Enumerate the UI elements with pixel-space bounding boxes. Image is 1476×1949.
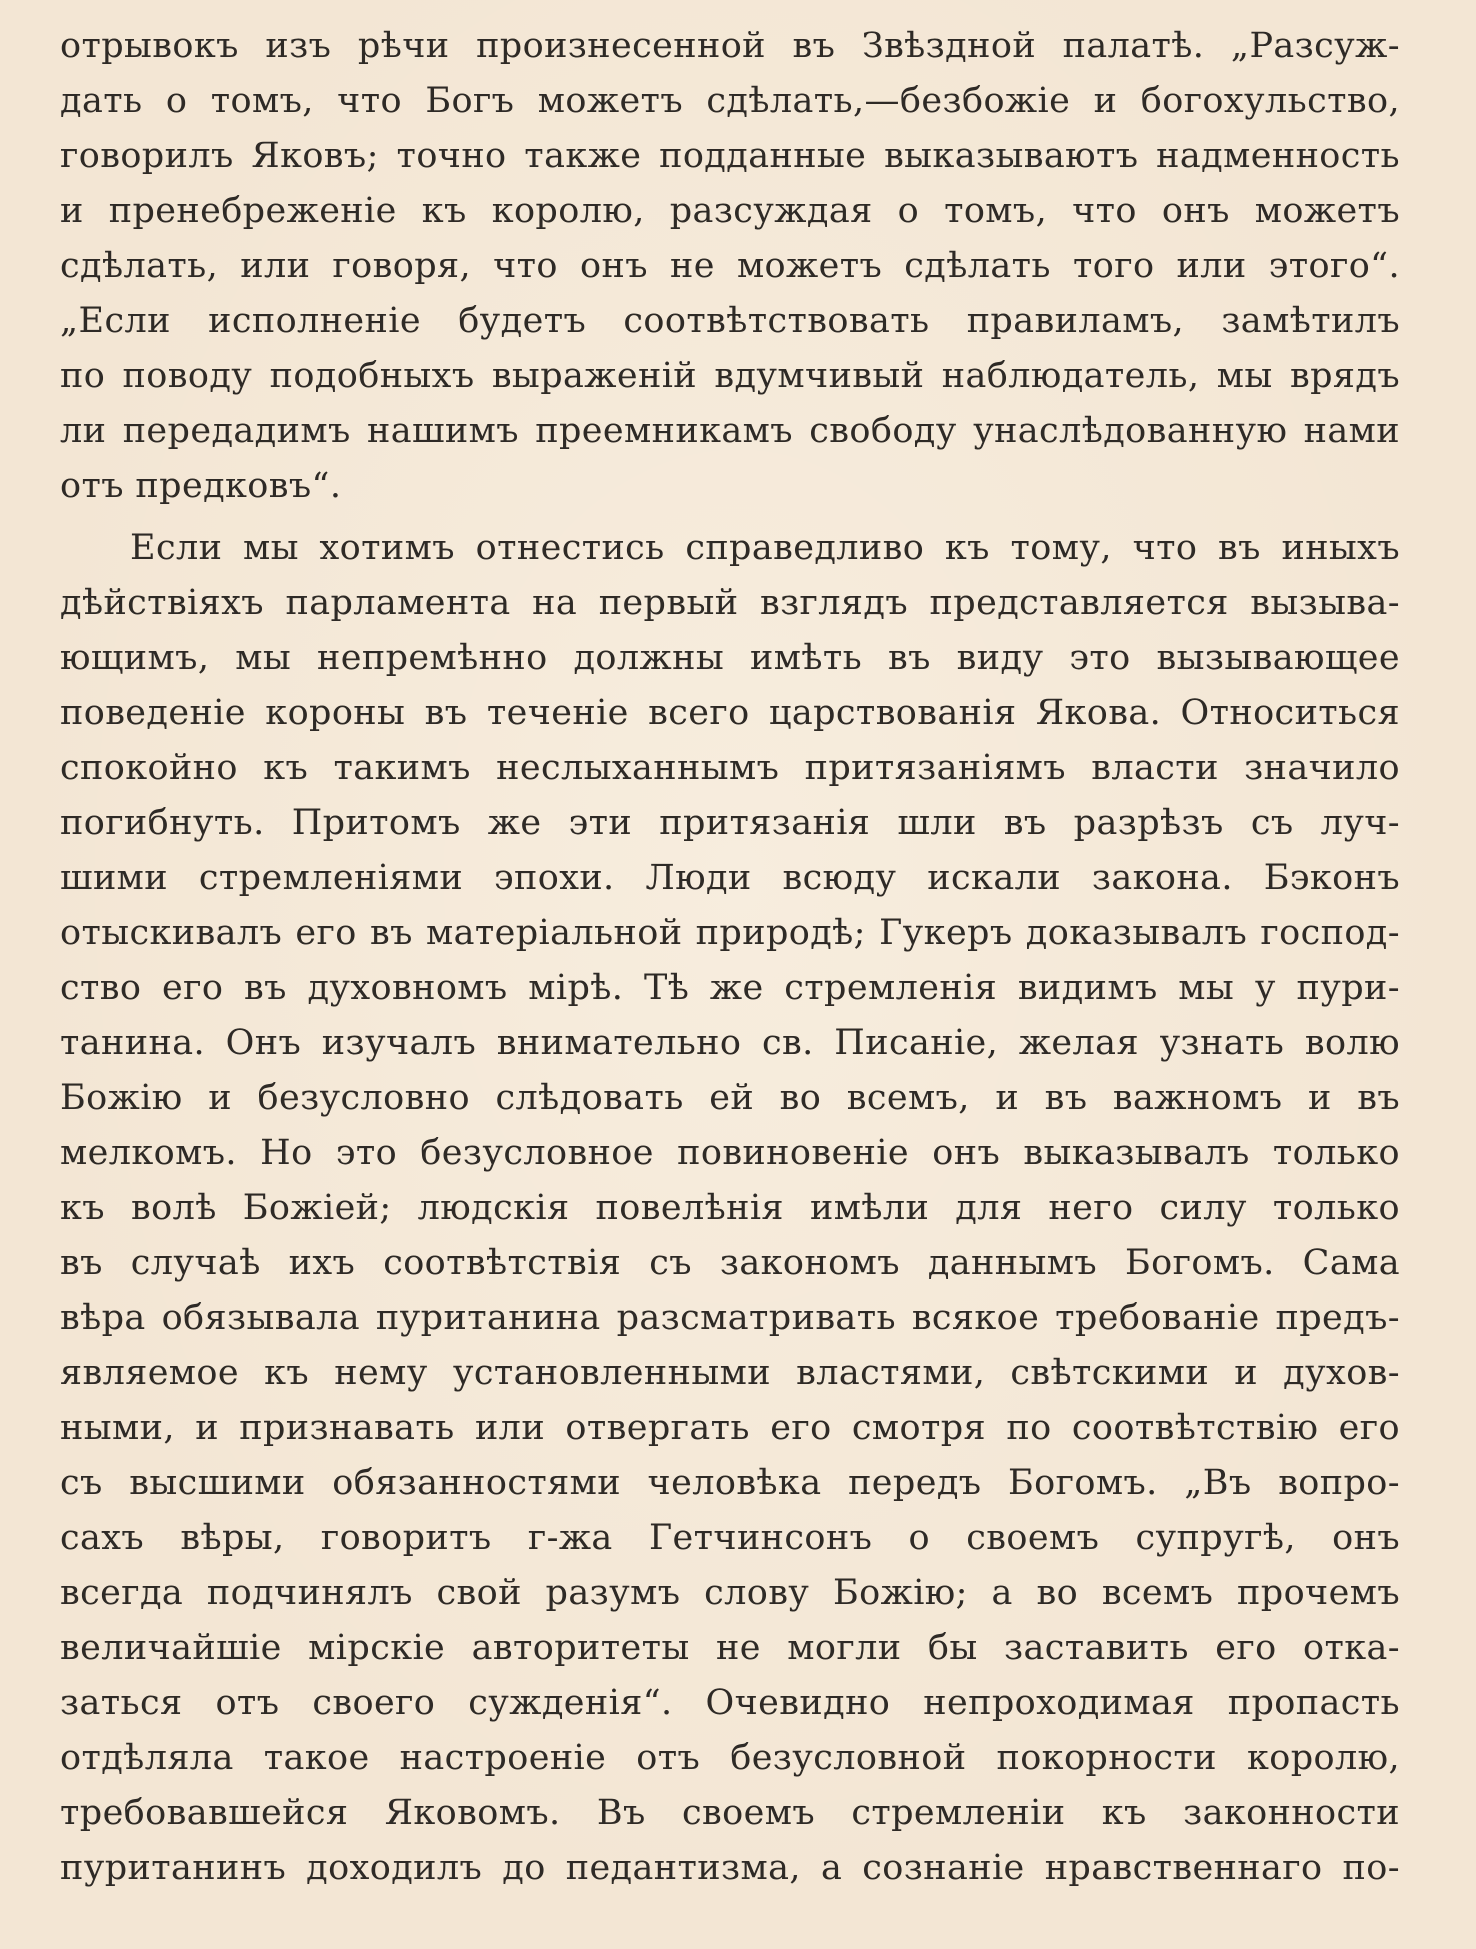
text-line: дать о томъ, что Богъ можетъ сдѣлать,—безбожіе и богохульство, (60, 81, 1400, 121)
text-line: отдѣляла такое настроеніе отъ безусловной покорности королю, (60, 1738, 1400, 1778)
text-line: ющимъ, мы непремѣнно должны имѣть въ виду это вызывающее (60, 638, 1400, 678)
text-line: говорилъ Яковъ; точно также подданные выказываютъ надменность (60, 136, 1400, 176)
text-line: отъ предковъ“. (60, 466, 342, 506)
text-line: всегда подчинялъ свой разумъ слову Божію; а во всемъ прочемъ (60, 1573, 1400, 1613)
text-line: ство его въ духовномъ мірѣ. Тѣ же стремленія видимъ мы у пури- (60, 968, 1400, 1008)
text-line: отрывокъ изъ рѣчи произнесенной въ Звѣздной палатѣ. „Разсуж- (60, 26, 1400, 66)
text-line: Если мы хотимъ отнестись справедливо къ тому, что въ иныхъ (130, 528, 1400, 568)
text-line: поведеніе короны въ теченіе всего царствованія Якова. Относиться (60, 693, 1400, 733)
text-line: пуританинъ доходилъ до педантизма, а сознаніе нравственнаго по- (60, 1848, 1400, 1888)
text-line: въ случаѣ ихъ соотвѣтствія съ закономъ даннымъ Богомъ. Сама (60, 1243, 1400, 1283)
text-line: ли передадимъ нашимъ преемникамъ свободу унаслѣдованную нами (60, 411, 1400, 451)
text-line: дѣйствіяхъ парламента на первый взглядъ представляется вызыва- (60, 583, 1400, 623)
text-line: являемое къ нему установленными властями, свѣтскими и духов- (60, 1353, 1400, 1393)
text-line: сдѣлать, или говоря, что онъ не можетъ сдѣлать того или этого“. (60, 246, 1400, 286)
text-line: ными, и признавать или отвергать его смотря по соотвѣтствію его (60, 1408, 1400, 1448)
text-line: спокойно къ такимъ неслыханнымъ притязаніямъ власти значило (60, 748, 1400, 788)
text-line: танина. Онъ изучалъ внимательно св. Писаніе, желая узнать волю (60, 1023, 1400, 1063)
text-line: шими стремленіями эпохи. Люди всюду искали закона. Бэконъ (60, 858, 1400, 898)
text-line: Божію и безусловно слѣдовать ей во всемъ, и въ важномъ и въ (60, 1078, 1400, 1118)
text-line: сахъ вѣры, говоритъ г-жа Гетчинсонъ о своемъ супругѣ, онъ (60, 1518, 1400, 1558)
text-line: отыскивалъ его въ матеріальной природѣ; Гукеръ доказывалъ господ- (60, 913, 1400, 953)
text-line: и пренебреженіе къ королю, разсуждая о томъ, что онъ можетъ (60, 191, 1400, 231)
text-line: „Если исполненіе будетъ соотвѣтствовать правиламъ, замѣтилъ (60, 301, 1400, 341)
text-line: заться отъ своего сужденія“. Очевидно непроходимая пропасть (60, 1683, 1400, 1723)
text-line: требовавшейся Яковомъ. Въ своемъ стремленіи къ законности (60, 1793, 1400, 1833)
text-line: погибнуть. Притомъ же эти притязанія шли въ разрѣзъ съ луч- (60, 803, 1400, 843)
text-line: мелкомъ. Но это безусловное повиновеніе онъ выказывалъ только (60, 1133, 1400, 1173)
text-line: съ высшими обязанностями человѣка передъ Богомъ. „Въ вопро- (60, 1463, 1400, 1503)
text-line: по поводу подобныхъ выраженій вдумчивый наблюдатель, мы врядъ (60, 356, 1400, 396)
text-line: къ волѣ Божіей; людскія повелѣнія имѣли для него силу только (60, 1188, 1400, 1228)
text-line: величайшіе мірскіе авторитеты не могли бы заставить его отка- (60, 1628, 1400, 1668)
text-line: вѣра обязывала пуританина разсматривать всякое требованіе предъ- (60, 1298, 1400, 1338)
